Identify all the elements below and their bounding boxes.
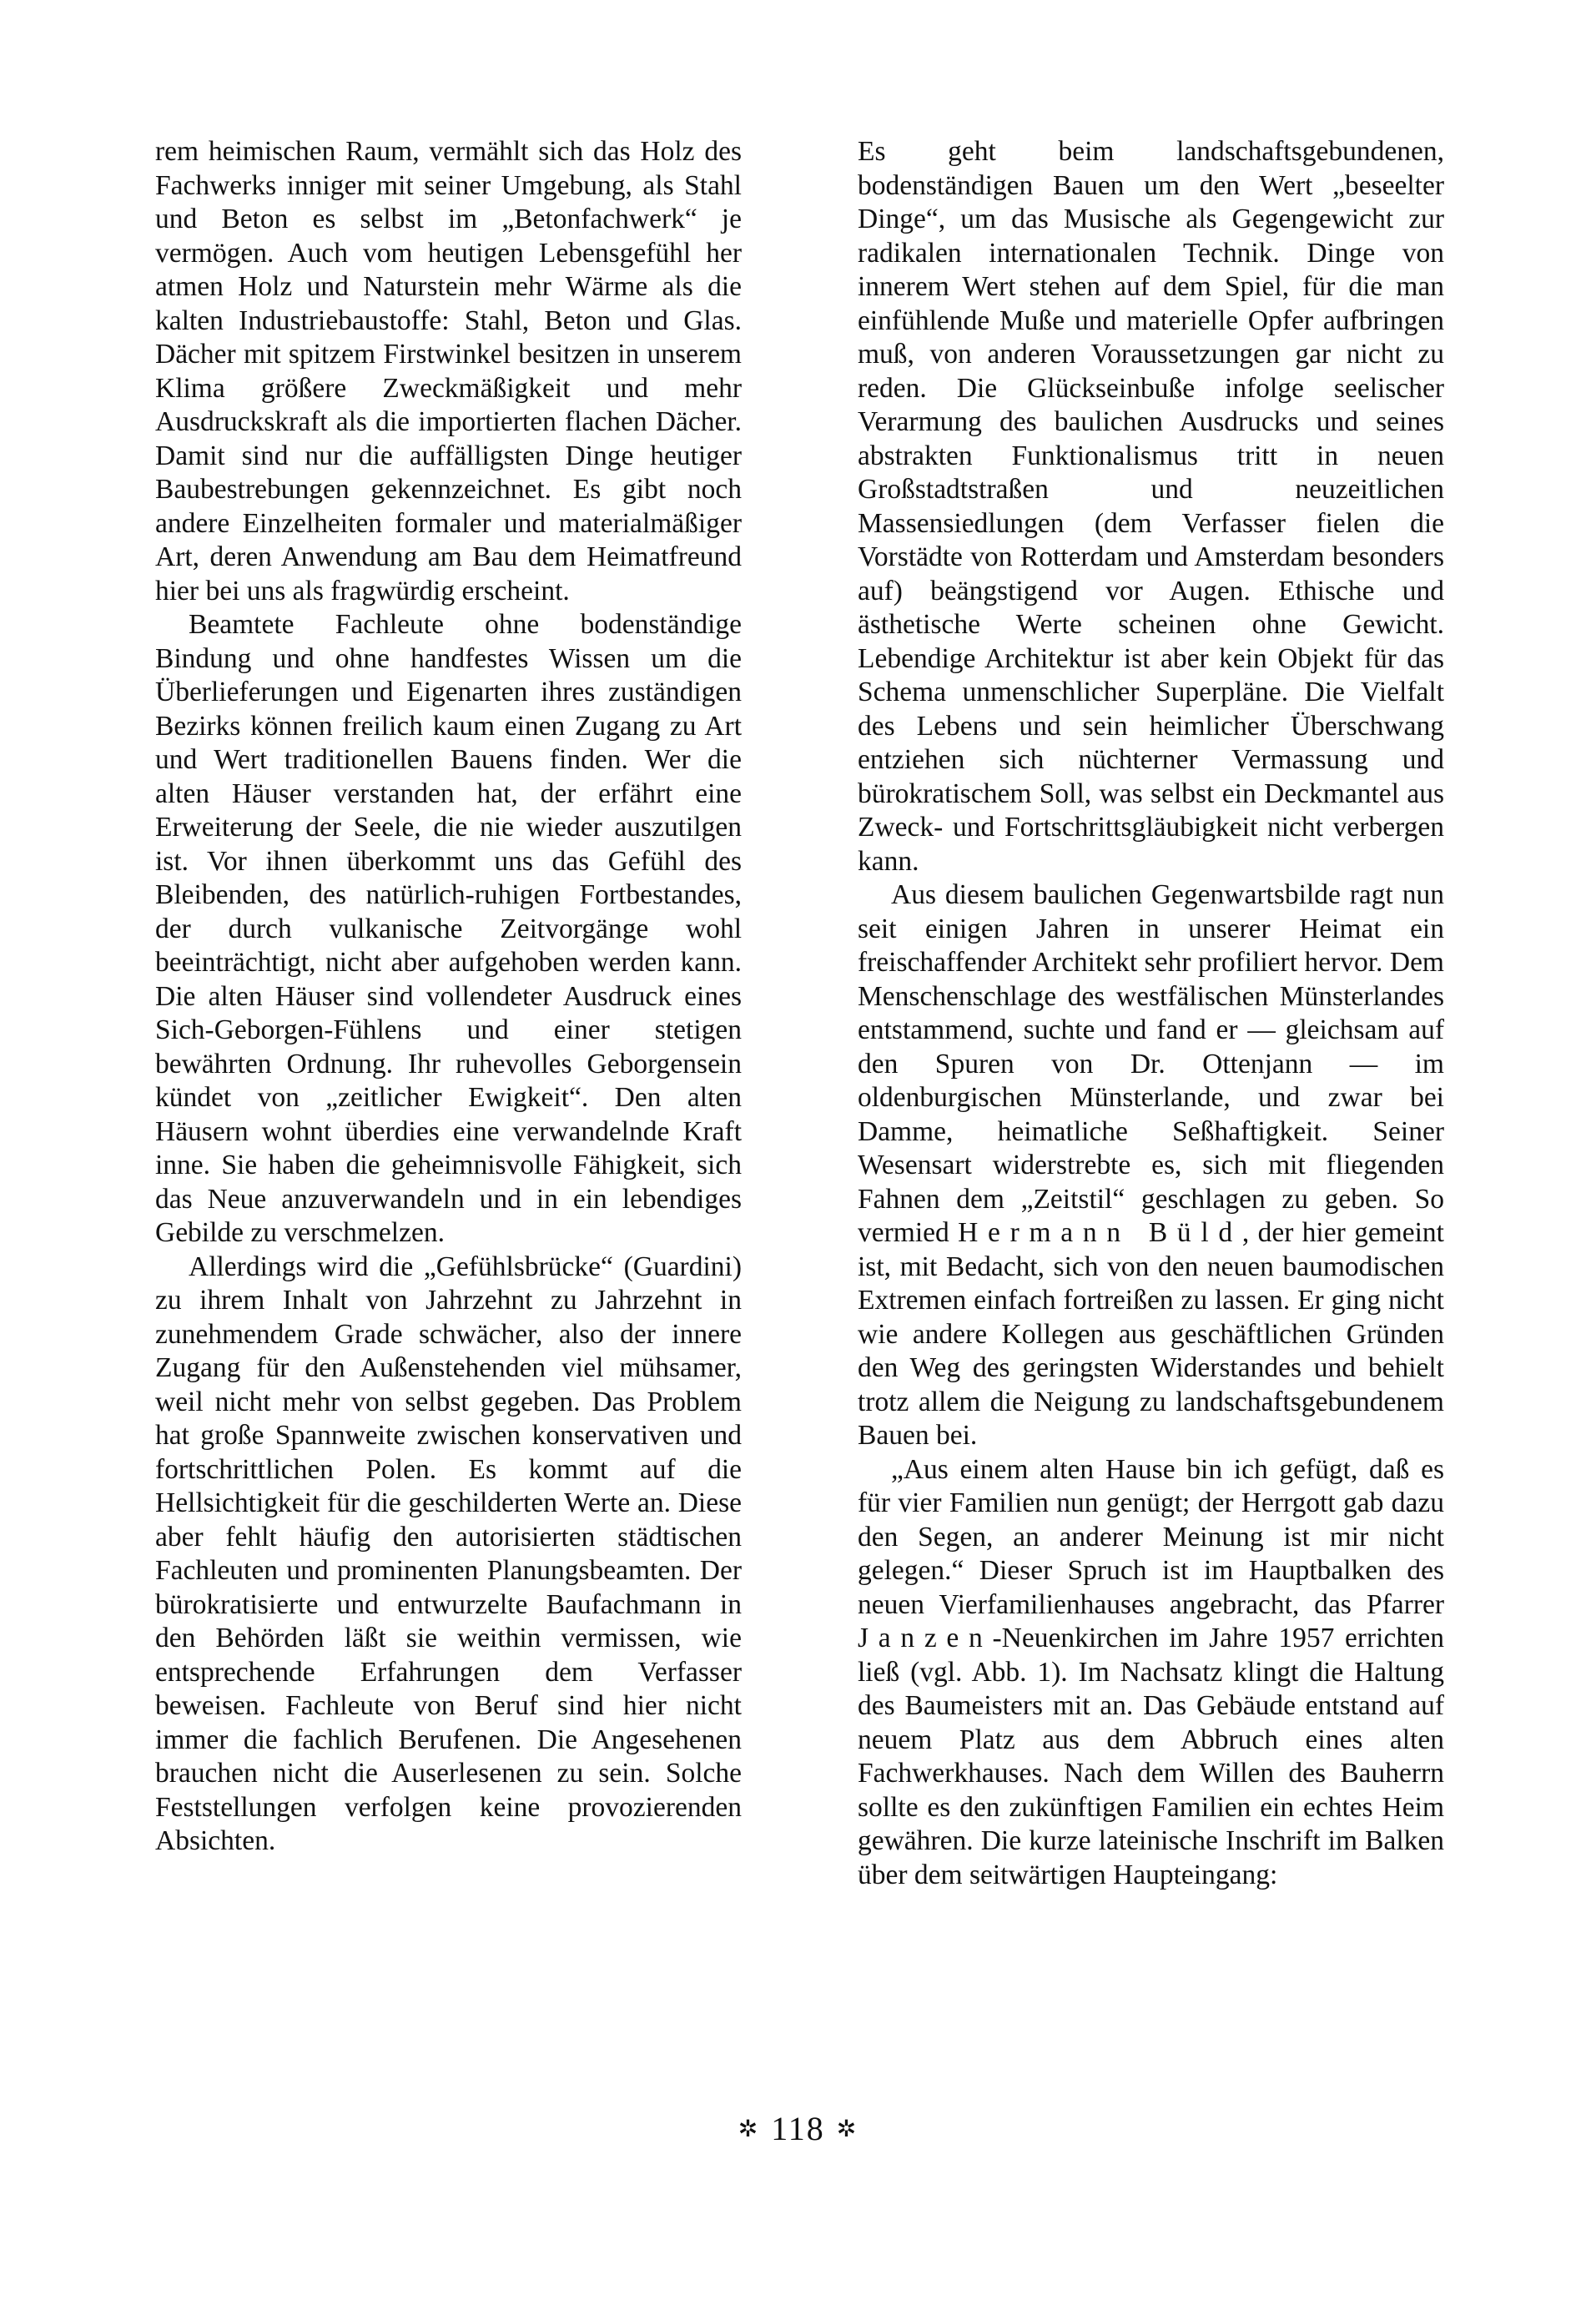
paragraph-text: Aus diesem baulichen Gegenwartsbilde ragt nun seit einigen Jahren in unserer Heimat ein freischaffender Architekt sehr profiliert hervor. Dem Menschenschlage des westfälischen Münsterlandes entstammend, suchte und fand er — gleichsam auf den Spuren von Dr. Ottenjann — im oldenburgischen Münsterlande, und zwar bei Damme, heimatliche Seßhaftigkeit. Seiner Wesensart widerstrebte es, sich mit fliegenden Fahnen dem „Zeitstil“ geschlagen zu geben. So vermied [858, 879, 1444, 1248]
star-ornament-icon: ✲ [836, 2116, 858, 2142]
paragraph-text: „Aus einem alten Hause bin ich gefügt, daß es für vier Familien nun genügt; der Herrgott gab dazu den Segen, an anderer Meinung ist mir nicht gelegen.“ Dieser Spruch ist im Hauptbalken des neuen Vierfamilienhauses angebracht, das Pfarrer [858, 1453, 1444, 1620]
paragraph: Es geht beim landschaftsgebundenen, bodenständigen Bauen um den Wert „beseelter Dinge“, um das Musische als Gegengewicht zur radikalen internationalen Technik. Dinge von innerem Wert stehen auf dem Spiel, für die man einfühlende Muße und materielle Opfer aufbringen muß, von anderen Voraussetzungen gar nicht zu reden. Die Glückseinbuße infolge seelischer Verarmung des baulichen Ausdrucks und seines abstrakten Funktionalismus tritt in neuen Großstadtstraßen und neuzeitlichen Massensiedlungen (dem Verfasser fielen die Vorstädte von Rotterdam und Amsterdam besonders auf) beängstigend vor Augen. Ethische und ästhetische Werte scheinen ohne Gewicht. Lebendige Architektur ist aber kein Objekt für das Schema unmenschlicher Superpläne. Die Vielfalt des Lebens und sein heimlicher Überschwang entziehen sich nüchterner Vermassung und bürokratischem Soll, was selbst ein Deckmantel aus Zweck- und Fortschrittsgläubigkeit nicht verbergen kann. [858, 136, 1444, 877]
page-footer [0, 2109, 1596, 2148]
page-number: 118 [771, 2110, 825, 2147]
star-ornament-icon: ✲ [738, 2116, 760, 2142]
paragraph-text: -Neuenkirchen im Jahre 1957 errichten ließ (vgl. Abb. 1). Im Nachsatz klingt die Haltung des Baumeisters mit an. Das Gebäude entstand auf neuem Platz aus dem Abbruch eines alten Fachwerkhauses. Nach dem Willen des Bauherrn sollte es den zukünftigen Familien ein echtes Heim gewähren. Die kurze lateinische Inschrift im Balken über dem seitwärtigen Haupteingang: [858, 1623, 1444, 1890]
paragraph [858, 878, 1444, 1453]
architect-name: Hermann Büld [958, 1217, 1242, 1248]
right-text-column [858, 135, 1444, 1892]
left-text-column [155, 135, 742, 1859]
paragraph: Beamtete Fachleute ohne bodenständige Bindung und ohne handfestes Wissen um die Überlieferungen und Eigenarten ihres zuständigen Bezirks können freilich kaum einen Zugang zu Art und Wert traditionellen Bauens finden. Wer die alten Häuser verstanden hat, der erfährt eine Erweiterung der Seele, die nie wieder auszutilgen ist. Vor ihnen überkommt uns das Gefühl des Bleibenden, des natürlich-ruhigen Fortbestandes, der durch vulkanische Zeitvorgänge wohl beeinträchtigt, nicht aber aufgehoben werden kann. Die alten Häuser sind vollendeter Ausdruck eines Sich-Geborgen-Fühlens und einer stetigen bewährten Ordnung. Ihr ruhevolles Geborgensein kündet von „zeitlicher Ewigkeit“. Den alten Häusern wohnt überdies eine verwandelnde Kraft inne. Sie haben die geheimnisvolle Fähigkeit, sich das Neue anzuverwandeln und in ein lebendiges Gebilde zu verschmelzen. [155, 609, 742, 1248]
paragraph: rem heimischen Raum, vermählt sich das Holz des Fachwerks inniger mit seiner Umgebung, als Stahl und Beton es selbst im „Betonfachwerk“ je vermögen. Auch vom heutigen Lebensgefühl her atmen Holz und Naturstein mehr Wärme als die kalten Industriebaustoffe: Stahl, Beton und Glas. Dächer mit spitzem Firstwinkel besitzen in unserem Klima größere Zweckmäßigkeit und mehr Ausdruckskraft als die importierten flachen Dächer. Damit sind nur die auffälligsten Dinge heutiger Baubestrebungen gekennzeichnet. Es gibt noch andere Einzelheiten formaler und materialmäßiger Art, deren Anwendung am Bau dem Heimatfreund hier bei uns als fragwürdig erscheint. [155, 136, 742, 606]
paragraph [858, 1453, 1444, 1893]
paragraph: Allerdings wird die „Gefühlsbrücke“ (Guardini) zu ihrem Inhalt von Jahrzehnt zu Jahrzehnt in zunehmendem Grade schwächer, also der innere Zugang für den Außenstehenden viel mühsamer, weil nicht mehr von selbst gegeben. Das Problem hat große Spannweite zwischen konservativen und fortschrittlichen Polen. Es kommt auf die Hellsichtigkeit für die geschilderten Werte an. Diese aber fehlt häufig den autorisierten städtischen Fachleuten und prominenten Planungsbeamten. Der bürokratisierte und entwurzelte Baufachmann in den Behörden läßt sie weithin vermissen, wie entsprechende Erfahrungen dem Verfasser beweisen. Fachleute von Beruf sind hier nicht immer die fachlich Berufenen. Die Angesehenen brauchen nicht die Auserlesenen zu sein. Solche Feststellungen verfolgen keine provozierenden Absichten. [155, 1251, 742, 1856]
paragraph-text: , der hier gemeint ist, mit Bedacht, sich von den neuen baumodischen Extremen einfach fortreißen zu lassen. Er ging nicht wie andere Kollegen aus geschäftlichen Gründen den Weg des geringsten Widerstandes und behielt trotz allem die Neigung zu landschaftsgebundenem Bauen bei. [858, 1217, 1444, 1451]
pastor-name: Janzen [858, 1623, 993, 1653]
